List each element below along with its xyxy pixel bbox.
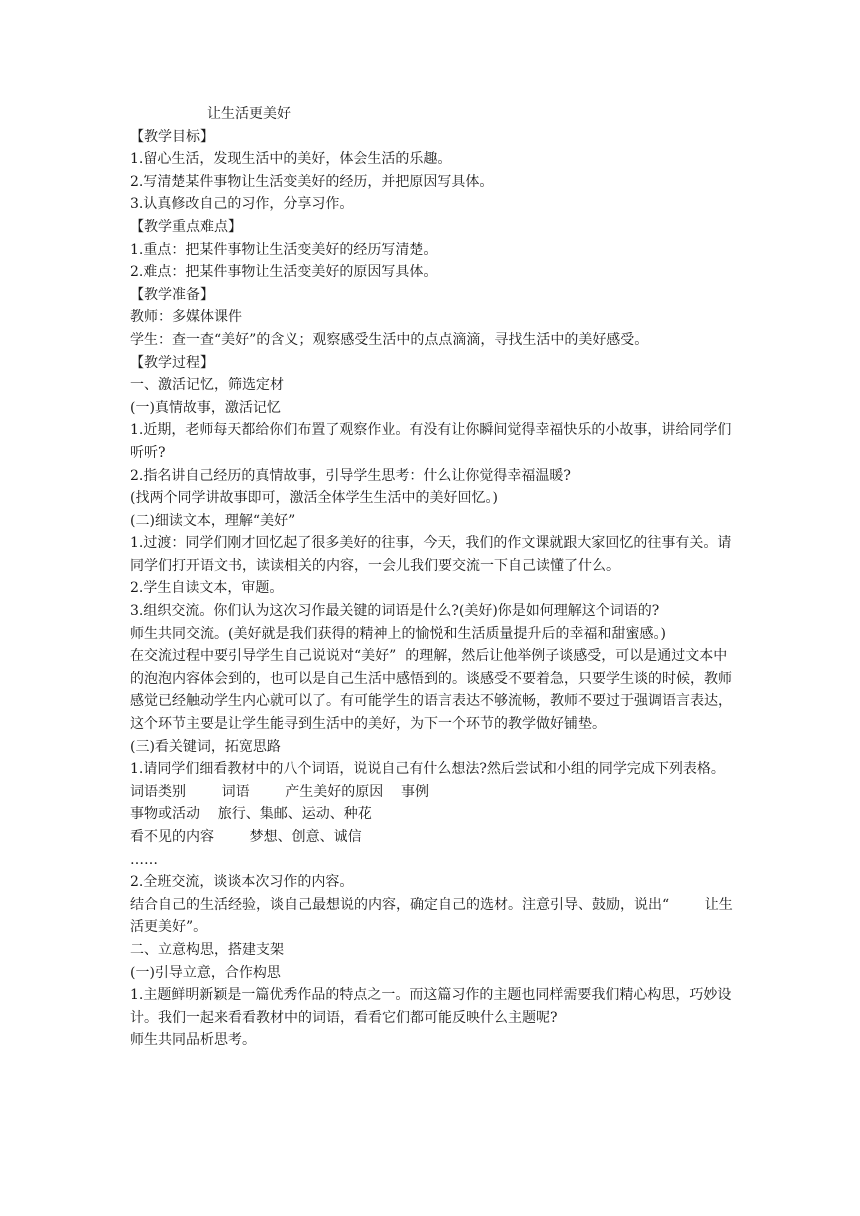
paragraph: 1.过渡：同学们刚才回忆起了很多美好的往事，今天，我们的作文课就跟大家回忆的往事有关。请同学们打开语文书，读读相关的内容，一会儿我们要交流一下自己读懂了什么。: [130, 535, 732, 574]
paragraph: 结合自己的生活经验，谈自己最想说的内容，确定自己的选材。注意引导、鼓励，说出“ 让生活更美好”。: [130, 896, 733, 936]
paragraph: 3.组织交流。你们认为这次习作最关键的词语是什么?(美好)你是如何理解这个词语的?: [130, 603, 660, 620]
section-heading-key-points: 【教学重点难点】: [130, 218, 242, 235]
paragraph: 2.学生自读文本，审题。: [130, 580, 284, 597]
section-heading-preparation: 【教学准备】: [130, 286, 214, 303]
paragraph: 1.留心生活，发现生活中的美好，体会生活的乐趣。: [130, 151, 452, 168]
paragraph: 教师：多媒体课件: [130, 309, 242, 326]
paragraph: 2.写清楚某件事物让生活变美好的经历，并把原因写具体。: [130, 173, 494, 190]
paragraph: 2.指名讲自己经历的真情故事，引导学生思考：什么让你觉得幸福温暖?: [130, 467, 571, 484]
paragraph: (找两个同学讲故事即可，激活全体学生生活中的美好回忆。): [130, 490, 498, 507]
subheading: 二、立意构思，搭建支架: [130, 941, 284, 958]
table-row: 事物或活动 旅行、集邮、运动、种花: [130, 806, 372, 823]
document-title: 让生活更美好: [207, 106, 291, 122]
subheading: (一)引导立意，合作构思: [130, 964, 281, 981]
paragraph: 在交流过程中要引导学生自己说说对“美好” 的理解，然后让他举例子谈感受，可以是通过文本中的泡泡内容体会到的，也可以是自己生活中感悟到的。谈感受不要着急，只要学生谈的时候，教师感觉已经触动学生内心就可以了。有可能学生的语言表达不够流畅，教师不要过于强调语言表达，这个环节主要是让学生能寻到生活中的美好，为下一个环节的教学做好铺垫。: [130, 648, 732, 733]
subheading: 一、激活记忆，筛选定材: [130, 377, 284, 394]
subheading: (一)真情故事，激活记忆: [130, 399, 281, 416]
paragraph: 1.主题鲜明新颖是一篇优秀作品的特点之一。而这篇习作的主题也同样需要我们精心构思，巧妙设计。我们一起来看看教材中的词语，看看它们都可能反映什么主题呢?: [130, 987, 732, 1026]
paragraph: 2.全班交流，谈谈本次习作的内容。: [130, 874, 354, 891]
paragraph: 1.重点：把某件事物让生活变美好的经历写清楚。: [130, 241, 438, 258]
paragraph: 1.请同学们细看教材中的八个词语，说说自己有什么想法?然后尝试和小组的同学完成下列表格。: [130, 761, 725, 778]
paragraph: 2.难点：把某件事物让生活变美好的原因写具体。: [130, 264, 438, 281]
subheading: (三)看关键词，拓宽思路: [130, 738, 281, 755]
document-body: [130, 103, 734, 1052]
paragraph: 师生共同交流。(美好就是我们获得的精神上的愉悦和生活质量提升后的幸福和甜蜜感。): [130, 625, 666, 642]
subheading: (二)细读文本，理解“美好”: [130, 512, 296, 529]
paragraph: 3.认真修改自己的习作，分享习作。: [130, 196, 354, 213]
table-header-row: 词语类别 词语 产生美好的原因 事例: [130, 783, 430, 800]
ellipsis: ……: [130, 851, 158, 868]
paragraph: 1.近期，老师每天都给你们布置了观察作业。有没有让你瞬间觉得幸福快乐的小故事，讲给同学们听听?: [130, 422, 732, 461]
paragraph: 师生共同品析思考。: [130, 1032, 256, 1049]
section-heading-objectives: 【教学目标】: [130, 128, 214, 145]
section-heading-process: 【教学过程】: [130, 354, 214, 371]
paragraph: 学生：查一查“美好”的含义；观察感受生活中的点点滴滴，寻找生活中的美好感受。: [130, 331, 649, 348]
table-row: 看不见的内容 梦想、创意、诚信: [130, 829, 362, 845]
